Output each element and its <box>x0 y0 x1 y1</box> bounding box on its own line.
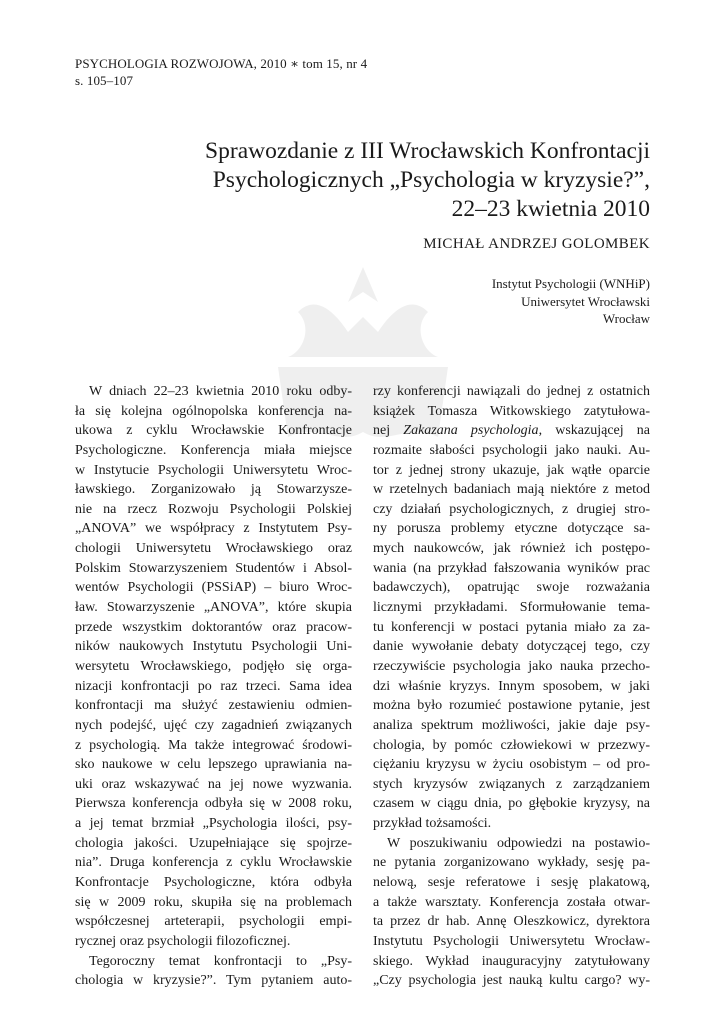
text-line: ta przez dr hab. Annę Oleszkowicz, dyrektora <box>373 914 650 930</box>
text-line: Instytutu Psychologii Uniwersytetu Wrocław- <box>373 933 650 949</box>
text-line: w Instytucie Psychologii Uniwersytetu Wroc- <box>75 462 352 478</box>
text-line: stych kryzysów związanych z zarządzaniem <box>373 776 650 792</box>
text-line: ników naukowych Instytutu Psychologii Uni- <box>75 639 352 655</box>
title-line: Sprawozdanie z III Wrocławskich Konfrontacji <box>205 138 650 164</box>
journal-citation: PSYCHOLOGIA ROZWOJOWA, 2010 ∗ tom 15, nr 4 <box>75 56 368 71</box>
text-line: nia”. Druga konferencja z cyklu Wrocławskie <box>75 855 352 871</box>
text-line: czy działań psychologicznych, z drugiej stro- <box>373 501 650 517</box>
text-line: można było rozumieć postawione pytanie, jest <box>373 698 650 714</box>
text-line: z psychologią. Ma także integrować środowi- <box>75 737 352 753</box>
text-line: się w 2009 roku, skupiła się na problemach <box>75 894 352 910</box>
book-title: Zakazana psychologia <box>403 423 539 439</box>
body-column-left <box>75 382 352 991</box>
text-line: rzeczywiście psychologia jako nauka przecho- <box>373 658 650 674</box>
text-line: Polskim Stowarzyszeniem Studentów i Absol- <box>75 560 352 576</box>
author-name: MICHAŁ ANDRZEJ GOLOMBEK <box>423 236 650 252</box>
text-line: ny porusza problemy etyczne dotyczące sa- <box>373 521 650 537</box>
text-line: nelową, sesje referatowe i sesję plakatową, <box>373 875 650 891</box>
text-line: wania (na przykład fałszowania wyników prac <box>373 560 650 576</box>
text-line: licznymi przykładami. Sformułowanie tema- <box>373 600 650 616</box>
text-line: danie wywołanie debaty dotyczącej tego, czy <box>373 639 650 655</box>
text-line: ukowa z cyklu Wrocławskie Konfrontacje <box>75 423 352 439</box>
text-line: chologia w kryzysie?”. Tym pytaniem auto- <box>75 973 352 989</box>
title-line: Psychologicznych „Psychologia w kryzysie?”, <box>212 167 650 193</box>
article-title <box>170 137 650 224</box>
text-line: chologia jakości. Uzupełniające się spojrze- <box>75 835 352 851</box>
title-line: 22–23 kwietnia 2010 <box>451 196 650 222</box>
text-line: przede wszystkim doktorantów oraz pracow- <box>75 619 352 635</box>
text-line: ła się kolejna ogólnopolska konferencja na- <box>75 403 352 419</box>
text-line: chologii Uniwersytetu Wrocławskiego oraz <box>75 541 352 557</box>
text-line: mych naukowców, jak również ich postępo- <box>373 541 650 557</box>
text-line: rycznej oraz psychologii filozoficznej. <box>75 933 291 949</box>
text-fragment: , wskazującej na <box>538 423 651 439</box>
text-line: nych podejść, ujęć czy zagadnień związanych <box>75 717 352 733</box>
text-line: wersytetu Wrocławskiego, podjęło się orga- <box>75 658 352 674</box>
affiliation-line: Wrocław <box>602 311 650 326</box>
text-line: ne pytania zorganizowano wykłady, sesję pa- <box>373 855 650 871</box>
text-line: książek Tomasza Witkowskiego zatytułowa- <box>373 403 650 419</box>
text-line: a także warsztaty. Konferencja została otwar- <box>373 894 650 910</box>
text-line <box>373 421 650 441</box>
text-line: uki oraz wskazywać na jej nowe wyzwania. <box>75 776 352 792</box>
text-line: nizacji konfrontacji po raz trzeci. Sama idea <box>75 678 352 694</box>
text-line: Pierwsza konferencja odbyła się w 2008 roku, <box>75 796 352 812</box>
author-affiliation <box>492 275 650 328</box>
text-line: ławskiego. Zorganizowało ją Stowarzysze- <box>75 482 352 498</box>
text-line: Tegoroczny temat konfrontacji to „Psy- <box>89 953 352 969</box>
text-line: rozmaite słabości psychologii jako nauki. Au- <box>373 442 650 458</box>
affiliation-line: Instytut Psychologii (WNHiP) <box>491 276 650 291</box>
page-range: s. 105–107 <box>75 73 134 88</box>
text-line: W dniach 22–23 kwietnia 2010 roku odby- <box>89 384 352 399</box>
text-line: a jej temat brzmiał „Psychologia ilości, psy- <box>75 816 352 832</box>
text-line: nie na rzecz Rozwoju Psychologii Polskiej <box>75 501 352 517</box>
text-line: ław. Stowarzyszenie „ANOVA”, które skupia <box>75 600 352 616</box>
text-line: tu konferencji w postaci pytania miało za za- <box>373 619 650 635</box>
text-line: wentów Psychologii (PSSiAP) – biuro Wroc- <box>75 580 352 596</box>
text-line: ciężaniu kryzysu w życiu osobistym – od pro- <box>373 757 650 773</box>
affiliation-line: Uniwersytet Wrocławski <box>521 293 650 309</box>
text-line: chologia, by pomóc człowiekowi w przezwy- <box>373 737 650 753</box>
text-line: przykład tożsamości. <box>373 816 492 832</box>
body-column-right <box>373 382 650 991</box>
text-line: w rzetelnych badaniach mają niektóre z metod <box>373 482 650 498</box>
text-fragment: nej <box>373 423 404 439</box>
text-line: konfrontacji ma służyć zestawieniu odmien- <box>75 698 352 714</box>
text-line: „ANOVA” we współpracy z Instytutem Psy- <box>75 521 352 537</box>
text-line: rzy konferencji nawiązali do jednej z ostatnich <box>373 384 650 399</box>
text-line: czasem w ciągu dnia, po głębokie kryzysy, na <box>373 796 650 812</box>
text-line: „Czy psychologia jest nauką kultu cargo? wy- <box>373 973 650 989</box>
text-line: dzi właśnie kryzys. Innym sposobem, w jaki <box>373 678 650 694</box>
running-head <box>75 55 367 89</box>
text-line: skiego. Wykład inauguracyjny zatytułowany <box>373 953 650 969</box>
text-line: Psychologiczne. Konferencja miała miejsce <box>75 442 352 458</box>
text-line: sko naukowe w celu lepszego uprawiania na- <box>75 757 352 773</box>
text-line: współczesnej arteterapii, psychologii empi- <box>75 914 352 930</box>
text-line: W poszukiwaniu odpowiedzi na postawio- <box>387 835 650 851</box>
text-line: Konfrontacje Psychologiczne, która odbyła <box>75 875 352 891</box>
text-line: badawczych), opatrując swoje rozważania <box>373 580 650 596</box>
text-line: analiza spektrum możliwości, jakie daje psy- <box>373 717 650 733</box>
text-line: tor z jednej strony ukazuje, jak wątłe oparcie <box>373 462 650 478</box>
